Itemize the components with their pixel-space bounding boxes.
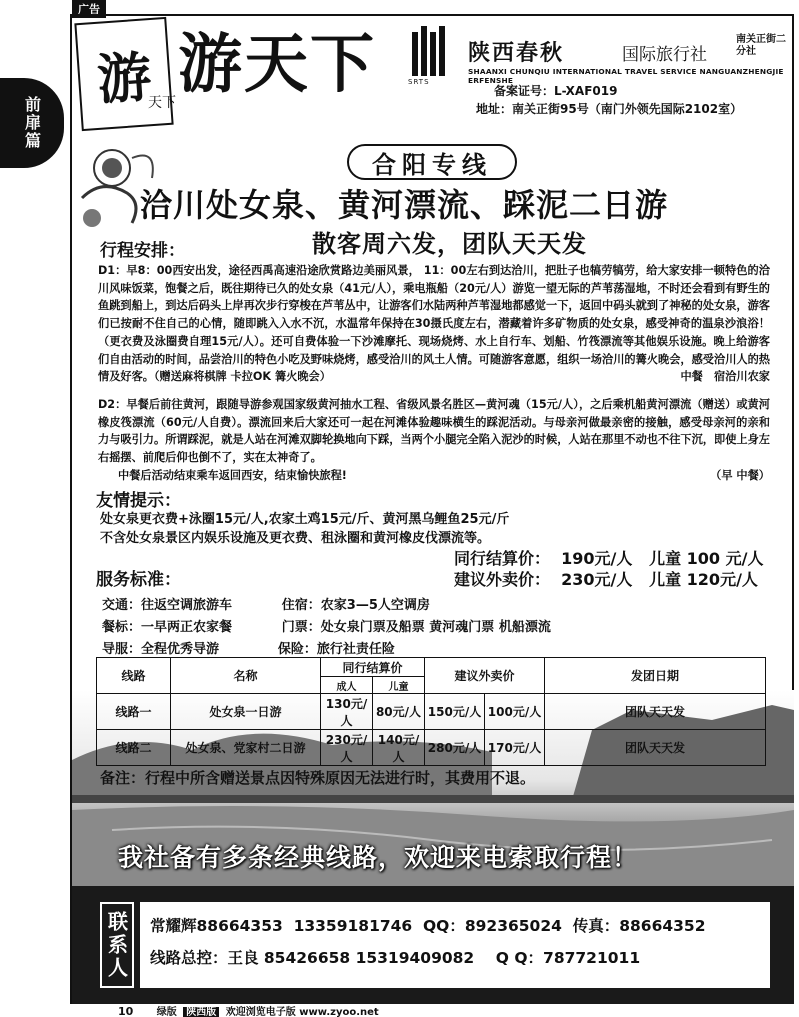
service-row: 导服：全程优秀导游 保险：旅行社责任险 (102, 642, 395, 657)
route-tag: 合阳专线 (347, 144, 517, 180)
day2-end: 中餐后活动结束乘车返回西安，结束愉快旅程! (118, 468, 347, 482)
logo (74, 17, 173, 131)
service-heading: 服务标准： (96, 570, 181, 590)
cell-retail-child: 170元/人 (485, 730, 545, 766)
cell-date: 团队天天发 (545, 694, 766, 730)
price-block (454, 548, 763, 590)
cell-route: 线路一 (97, 694, 171, 730)
cell-name: 处女泉一日游 (171, 694, 321, 730)
agency-type: 国际旅行社 (622, 45, 707, 65)
logo-char: 游 (95, 43, 154, 112)
ad-label: 广告 (72, 0, 106, 18)
service-row: 餐标：一早两正农家餐 门票：处女泉门票及船票 黄河魂门票 机船漂流 (102, 620, 551, 635)
table-row (97, 730, 766, 766)
retail-price: 建议外卖价： 230元/人 儿童 120元/人 (454, 570, 758, 589)
logo-sub: 天下 (148, 95, 176, 111)
footer-note: 欢迎浏览电子版 www.zyoo.net (225, 1007, 379, 1017)
license-number: 备案证号：L-XAF019 (494, 84, 618, 98)
contact-label: 联系人 (100, 902, 134, 988)
tips-heading: 友情提示： (96, 491, 181, 511)
itinerary-day1 (98, 262, 770, 386)
page-title: 游天下 (178, 27, 376, 102)
day2-meals: （早 中餐） (710, 468, 770, 482)
edition-label: 绿版 (156, 1007, 177, 1017)
table-header: 名称 (171, 658, 321, 694)
price-table (96, 657, 766, 766)
table-header: 建议外卖价 (425, 658, 545, 694)
cell-retail-child: 100元/人 (485, 694, 545, 730)
section-tab: 前扉篇 (0, 78, 64, 168)
day1-meals: 中餐 宿洽川农家 (680, 370, 770, 384)
contact-line: 线路总控：王良 85426658 15319409082 Q Q：787721011 (150, 949, 641, 967)
cell-peer-child: 80元/人 (373, 694, 425, 730)
cell-peer-adult: 230元/人 (321, 730, 373, 766)
table-subheader: 成人 (321, 677, 373, 694)
cell-peer-adult: 130元/人 (321, 694, 373, 730)
tips-line: 处女泉更衣费+泳圈15元/人,农家土鸡15元/斤、黄河黑乌鲤鱼25元/斤 (100, 512, 510, 527)
cell-route: 线路二 (97, 730, 171, 766)
peer-price: 同行结算价： 190元/人 儿童 100 元/人 (454, 549, 764, 568)
brand-mark-text: SRTS (408, 78, 430, 86)
tips-line: 不含处女泉景区内娱乐设施及更衣费、租泳圈和黄河橡皮伐漂流等。 (100, 531, 491, 546)
contact-line: 常耀辉88664353 13359181746 QQ：892365024 传真：88664352 (150, 917, 706, 935)
tips-block (100, 510, 509, 548)
table-header: 发团日期 (545, 658, 766, 694)
remark-note: 备注：行程中所含赠送景点因特殊原因无法进行时，其费用不退。 (100, 769, 536, 787)
agency-branch: 南关正街二分社 (736, 34, 786, 57)
service-row: 交通：往返空调旅游车 住宿：农家3—5人空调房 (102, 598, 430, 613)
cell-retail-adult: 280元/人 (425, 730, 485, 766)
cell-date: 团队天天发 (545, 730, 766, 766)
departure-schedule: 散客周六发，团队天天发 (312, 230, 587, 258)
page-footer (118, 1003, 379, 1017)
table-header: 同行结算价 (321, 658, 425, 677)
itinerary-day2 (98, 396, 770, 485)
route-title: 洽川处女泉、黄河漂流、踩泥二日游 (140, 186, 669, 224)
itinerary-heading: 行程安排： (100, 241, 185, 261)
edition-badge: 陕西版 (183, 1007, 219, 1017)
table-header: 线路 (97, 658, 171, 694)
agency-english-name: SHAANXI CHUNQIU INTERNATIONAL TRAVEL SERVICE NANGUANZHENGJIE ERFENSHE (468, 67, 784, 85)
slogan: 我社备有多条经典线路，欢迎来电索取行程！ (118, 843, 639, 872)
cell-retail-adult: 150元/人 (425, 694, 485, 730)
agency-address: 地址：南关正街95号（南门外领先国际2102室） (476, 102, 743, 116)
table-subheader: 儿童 (373, 677, 425, 694)
table-row (97, 694, 766, 730)
brand-mark-icon (412, 24, 452, 76)
day2-text: D2：早餐后前往黄河，跟随导游参观国家级黄河抽水工程、省级风景名胜区—黄河魂（15元/人），之后乘机船黄河漂流（赠送）或黄河橡皮筏漂流（60元/人自费）。漂流回来后大家还可一起在河滩体验趣味横生的踩泥活动。与母亲河做最亲密的接触，感受母亲河的亲和力与吸引力。所谓踩泥，就是人站在河滩双脚轮换地向下踩，当两个小腿完全陷入泥沙的时候，人站在那里不动也不往下沉，即使上身左右摇摆、前爬后仰也倒不了，实在太神奇了。 (98, 398, 770, 465)
cell-peer-child: 140元/人 (373, 730, 425, 766)
page-number: 10 (118, 1005, 134, 1017)
day1-text: D1：早8：00西安出发，途径西禹高速沿途欣赏路边美丽风景， 11：00左右到达洽川，把肚子也犒劳犒劳，给大家安排一顿特色的洽川风味饭菜，饱餐之后，既往期待已久的处女泉（41元/人），乘电瓶船（20元/人）游览一望无际的芦苇荡湿地，不时还会看到有野生的鱼跳到船上，到达后码头上岸再次步行穿梭在芦苇丛中，让游客们水陆两种芦苇湿地都感觉一下，返回中码头就到了神秘的处女泉，游客们已按耐不住自己的心情，随即跳入入水不沉，水温常年保持在30摄氏度左右，潜藏着许多矿物质的处女泉，感受神奇的温泉沙浪浴！（更衣费及泳圈费自理15元/人）。还可自费体验一下沙滩摩托、现场烧烤、水上自行车、划船、竹筏漂流等其他娱乐设施。晚上给游客们自由活动的时间，品尝洽川的特色小吃及野味烧烤，感受洽川的风土人情。可随游客意愿，组织一场洽川的篝火晚会，感受洽川人的热情及好客。（赠送麻将棋牌 卡拉OK 篝火晚会） (98, 264, 770, 384)
agency-name: 陕西春秋 (468, 41, 565, 66)
cell-name: 处女泉、党家村二日游 (171, 730, 321, 766)
